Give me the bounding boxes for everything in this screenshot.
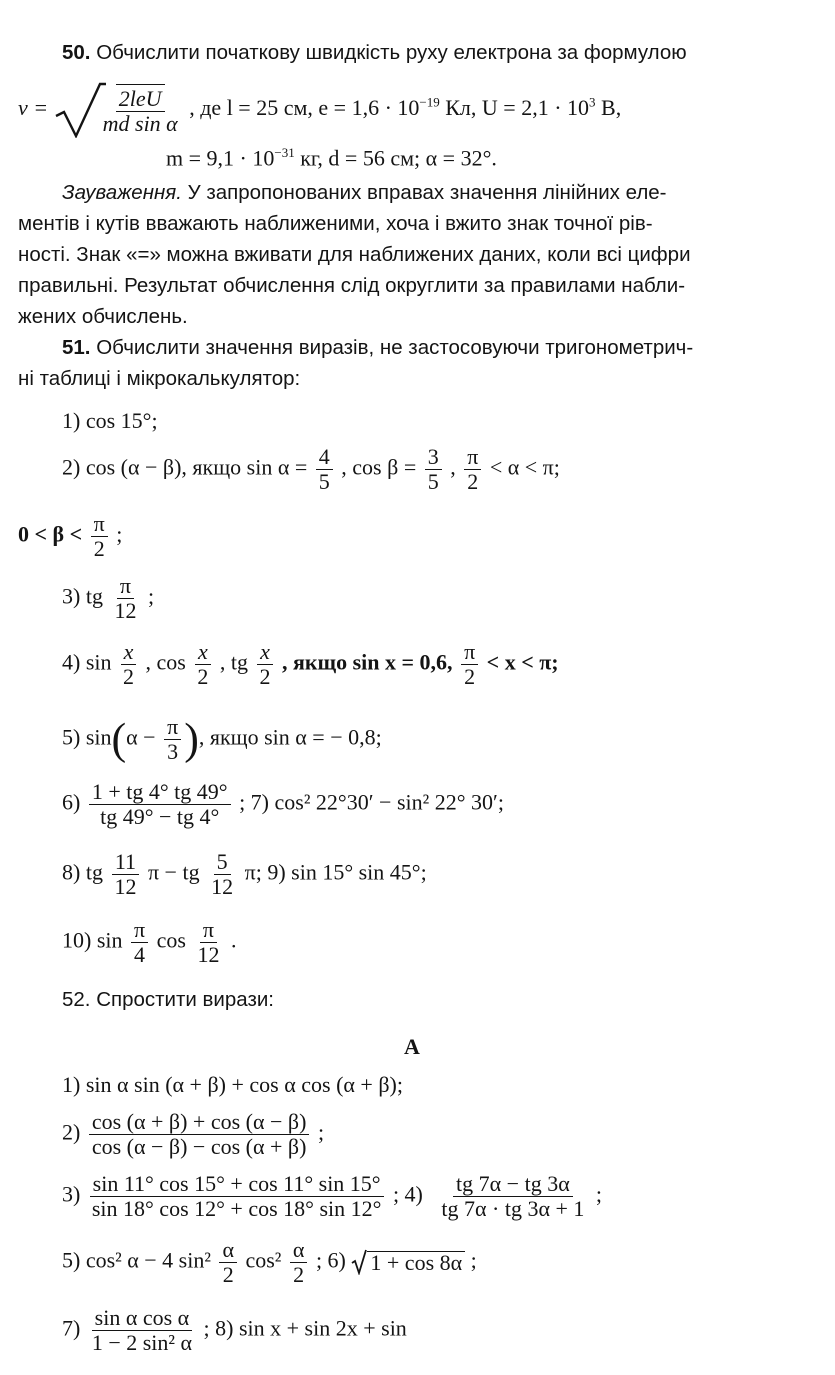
fraction-4-5 (316, 445, 333, 494)
expr-52-8: ; 8) sin x + sin 2x + sin (203, 1315, 407, 1341)
denominator: 12 (211, 873, 234, 899)
numerator: π (464, 445, 481, 470)
task-51-6-7 (62, 780, 504, 829)
numerator: 5 (214, 850, 231, 875)
problem-50-params-2: Кл, U = 2,1 · 10 (439, 95, 590, 121)
root-denominator: md sin α (102, 111, 178, 136)
fraction-5-12 (208, 850, 236, 899)
task-51-2-comma: , (450, 454, 456, 480)
fraction-11-12 (111, 850, 139, 899)
problem-52-title: Спростити вирази: (90, 988, 274, 1011)
problem-52-number: 52. (62, 988, 91, 1011)
numerator: π (117, 574, 134, 599)
problem-50-params-3: В, (595, 95, 622, 121)
expr-52-2-label: 2) (62, 1119, 81, 1145)
denominator: cos (α − β) − cos (α + β) (91, 1133, 307, 1159)
task-51-8-9 (62, 850, 427, 899)
numerator: α (219, 1238, 237, 1263)
task-51-10-sin: 10) sin (62, 927, 123, 953)
fraction-sin-ratio (89, 1172, 385, 1221)
root-fraction (100, 84, 181, 136)
semicolon: ; (470, 1247, 477, 1273)
task-51-5-condition: , якщо sin α = − 0,8; (198, 724, 382, 750)
numerator: 3 (425, 445, 442, 470)
task-51-5-alpha: α − (126, 724, 156, 750)
expr-52-2 (62, 1110, 324, 1159)
task-51-4-sin: 4) sin (62, 649, 112, 675)
expr-52-6-label: ; 6) (315, 1247, 346, 1273)
expr-52-5-cos: cos² (245, 1247, 282, 1273)
denominator: 2 (467, 468, 479, 494)
radical-sign-icon (351, 1249, 367, 1275)
problem-51-text-1: Обчислити значення виразів, не застосовуючи тригонометрич- (90, 336, 694, 359)
task-51-3-text: 3) tg (62, 583, 103, 609)
task-51-3 (62, 574, 154, 623)
denominator: sin 18° cos 12° + cos 18° sin 12° (91, 1195, 382, 1221)
numerator: π (164, 715, 181, 740)
fraction-tangent-ratio (89, 780, 231, 829)
charge-exponent: −19 (419, 94, 440, 110)
fraction-pi-2 (461, 640, 478, 689)
problem-50-number: 50. (62, 41, 91, 64)
period: . (230, 927, 237, 953)
fraction-pi-4 (131, 918, 148, 967)
task-51-5-sin: 5) sin (62, 724, 112, 750)
left-paren: ( (111, 714, 127, 764)
fraction-tg-ratio (438, 1172, 587, 1221)
task-51-8-minus-tg: π − tg (147, 859, 200, 885)
numerator: 11 (112, 850, 139, 875)
numerator: tg 7α − tg 3α (453, 1172, 573, 1197)
denominator: 2 (464, 663, 476, 689)
expr-52-1: 1) sin α sin (α + β) + cos α cos (α + β); (62, 1072, 403, 1097)
denominator: 12 (114, 873, 137, 899)
task-51-2-text-a: 2) cos (α − β), якщо sin α = (62, 454, 308, 480)
task-51-7: ; 7) cos² 22°30′ − sin² 22° 30′; (239, 789, 504, 815)
denominator: 12 (197, 941, 220, 967)
problem-50-line3-rest: кг, d = 56 см; α = 32°. (294, 145, 497, 171)
numerator: x (257, 640, 273, 665)
numerator: π (461, 640, 478, 665)
note-text-1: У запропонованих вправах значення лінійних еле- (181, 181, 667, 204)
task-51-9: π; 9) sin 15° sin 45°; (244, 859, 427, 885)
task-51-4-condition: , якщо sin x = 0,6, (281, 649, 453, 675)
denominator: 1 − 2 sin² α (91, 1329, 193, 1355)
numerator: π (131, 918, 148, 943)
task-51-4-tg: , tg (219, 649, 248, 675)
fraction-cos-ratio (89, 1110, 310, 1159)
fraction-sincos (89, 1306, 195, 1355)
fraction-pi-2 (464, 445, 481, 494)
task-51-4-cos: , cos (145, 649, 186, 675)
denominator: 2 (293, 1261, 305, 1287)
numerator: cos (α + β) + cos (α − β) (89, 1110, 310, 1135)
note-line2: ментів і кутів вважають наближеними, хоча і вжито знак точної рів- (18, 212, 653, 235)
semicolon: ; (317, 1119, 325, 1145)
section-letter: А (404, 1034, 420, 1059)
denominator: 3 (167, 738, 179, 764)
note-line3: ності. Знак «=» можна вживати для наближених даних, коли всі цифри (18, 243, 691, 266)
mass-value: m = 9,1 · 10 (166, 145, 275, 171)
problem-51-line1 (62, 338, 693, 359)
problem-51-number: 51. (62, 336, 91, 359)
square-root (351, 1249, 465, 1275)
numerator: π (200, 918, 217, 943)
numerator: sin 11° cos 15° + cos 11° sin 15° (90, 1172, 384, 1197)
voltage-exponent: 3 (589, 94, 596, 110)
numerator: 1 + tg 4° tg 49° (89, 780, 231, 805)
beta-range-text: 0 < β < (18, 521, 83, 547)
fraction-x-2 (256, 640, 273, 689)
task-51-4-range: < x < π; (486, 649, 559, 675)
expr-52-5-6 (62, 1238, 477, 1287)
fraction-pi-12 (111, 574, 139, 623)
task-51-2-text-b: , cos β = (341, 454, 417, 480)
fraction-pi-2 (91, 512, 108, 561)
task-51-2 (62, 445, 560, 494)
root-numerator: 2leU (116, 84, 165, 112)
task-51-6-label: 6) (62, 789, 81, 815)
numerator: 4 (316, 445, 333, 470)
square-root (54, 82, 184, 138)
note-label: Зауваження. (62, 181, 182, 204)
problem-50-params-1: , де l = 25 см, e = 1,6 · 10 (189, 95, 420, 121)
denominator: 2 (93, 535, 105, 561)
fraction-alpha-2 (219, 1238, 237, 1287)
note-line5: жених обчислень. (18, 305, 188, 328)
numerator: x (195, 640, 211, 665)
fraction-alpha-2 (290, 1238, 308, 1287)
semicolon: ; (147, 583, 155, 609)
semicolon: ; (595, 1181, 603, 1207)
task-51-8-tg: 8) tg (62, 859, 103, 885)
expr-52-5-text: 5) cos² α − 4 sin² (62, 1247, 211, 1273)
fraction-x-2 (120, 640, 137, 689)
denominator: 12 (114, 597, 137, 623)
denominator: 5 (427, 468, 439, 494)
numerator: π (91, 512, 108, 537)
task-51-5 (62, 715, 382, 764)
expr-52-3-label: 3) (62, 1181, 81, 1207)
task-51-10-cos: cos (156, 927, 186, 953)
note-line1 (62, 183, 667, 204)
expr-52-7-8 (62, 1306, 407, 1355)
denominator: 2 (123, 663, 134, 689)
expr-52-7-label: 7) (62, 1315, 81, 1341)
expr-52-4-label: ; 4) (392, 1181, 423, 1207)
expr-52-3-4 (62, 1172, 602, 1221)
note-line4: правильні. Результат обчислення слід округлити за правилами набли- (18, 274, 686, 297)
problem-52-heading (62, 990, 274, 1011)
task-51-2-text-d: < α < π; (489, 454, 560, 480)
right-paren: ) (184, 714, 199, 764)
radical-sign-icon (54, 82, 106, 138)
task-51-1: 1) cos 15°; (62, 408, 158, 433)
numerator: x (121, 640, 137, 665)
numerator: sin α cos α (92, 1306, 193, 1331)
denominator: tg 7α · tg 3α + 1 (441, 1195, 585, 1221)
fraction-pi-12 (194, 918, 222, 967)
radicand: 1 + cos 8α (367, 1251, 465, 1274)
problem-50-line3 (166, 146, 497, 169)
denominator: 2 (222, 1261, 234, 1287)
mass-exponent: −31 (274, 145, 295, 160)
denominator: 2 (197, 663, 209, 689)
problem-50-line1 (62, 43, 687, 64)
denominator: tg 49° − tg 4° (100, 803, 220, 829)
fraction-x-2 (194, 640, 211, 689)
fraction-pi-3 (164, 715, 181, 764)
velocity-symbol: v = (18, 95, 49, 121)
problem-51-line2: ні таблиці і мікрокалькулятор: (18, 367, 301, 390)
denominator: 4 (134, 941, 146, 967)
task-51-10 (62, 918, 236, 967)
task-51-4 (62, 640, 559, 689)
numerator: α (290, 1238, 308, 1263)
semicolon: ; (116, 521, 123, 547)
denominator: 2 (259, 663, 271, 689)
fraction-3-5 (425, 445, 442, 494)
formula-velocity (18, 82, 621, 138)
task-51-2-continued (18, 512, 122, 561)
problem-50-intro: Обчислити початкову швидкість руху електрона за формулою (96, 41, 687, 64)
denominator: 5 (318, 468, 330, 494)
